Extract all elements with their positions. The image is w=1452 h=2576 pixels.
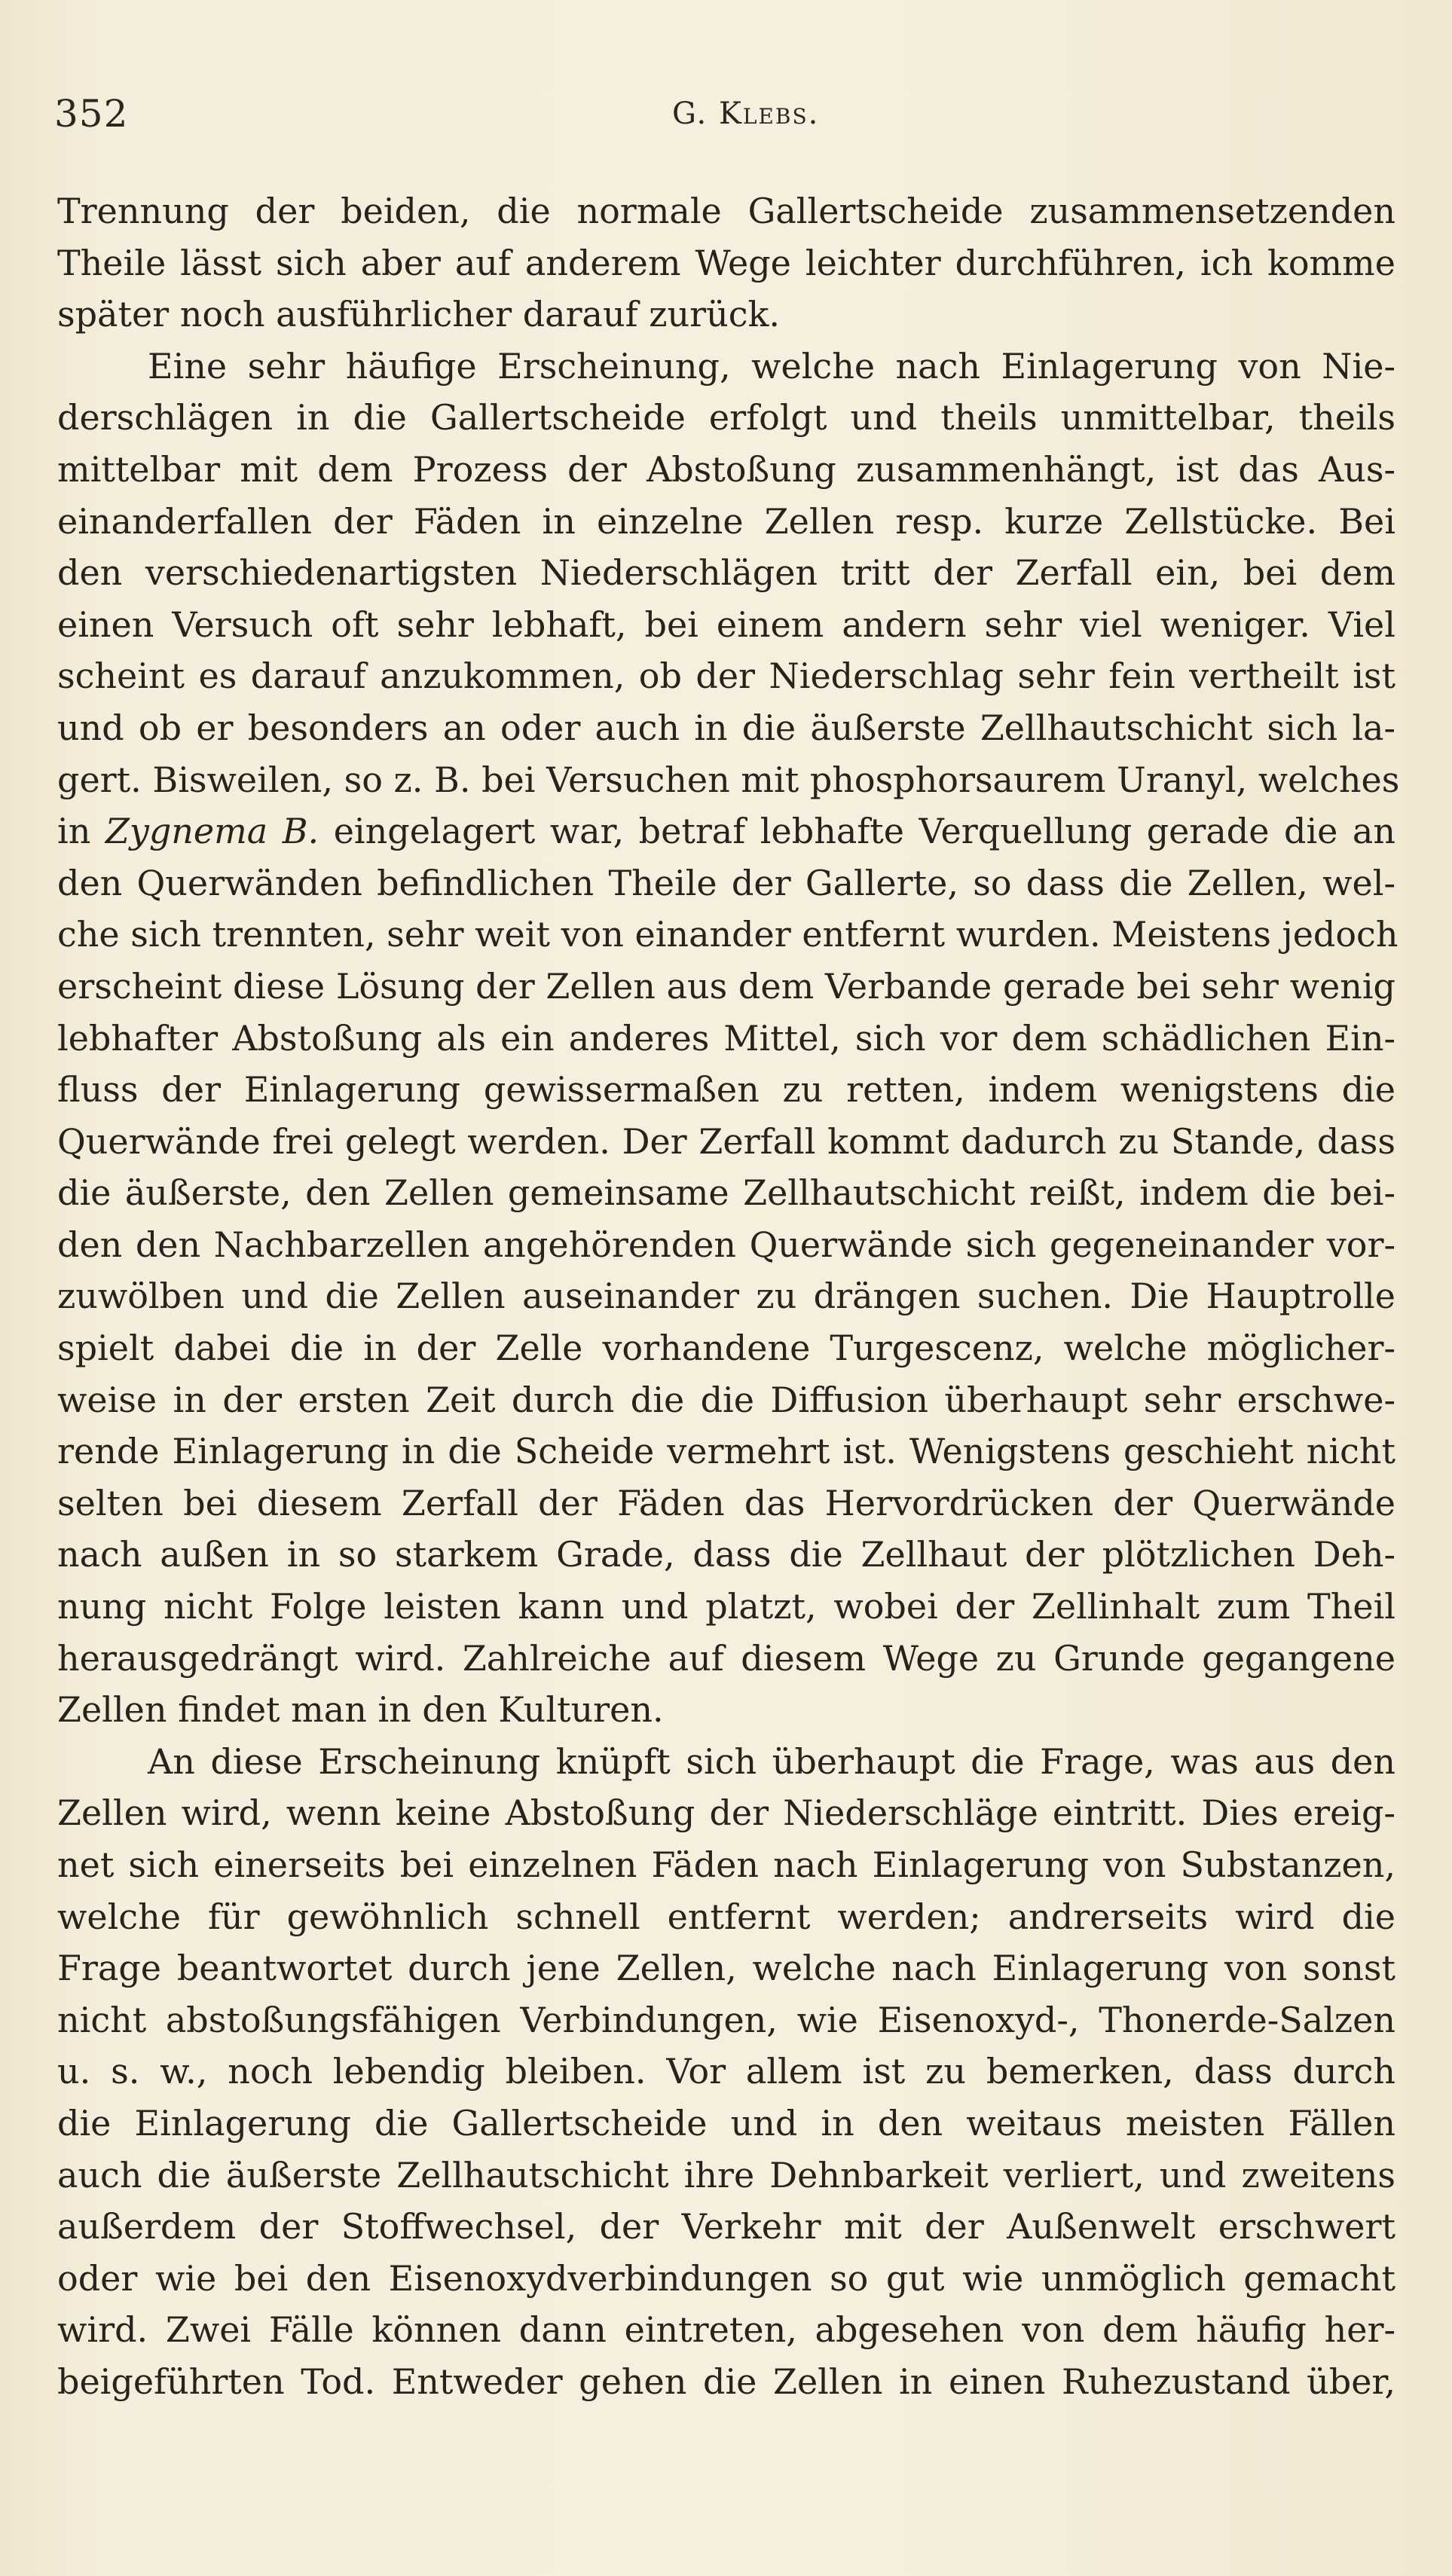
text-line: nach außen in so starkem Grade, dass die Zellhaut der plötzlichen Deh- bbox=[57, 1534, 1395, 1575]
text-line: u. s. w., noch lebendig bleiben. Vor allem ist zu bemerken, dass durch bbox=[57, 2051, 1395, 2092]
text-line: net sich einerseits bei einzelnen Fäden nach Einlagerung von Substanzen, bbox=[57, 1844, 1395, 1885]
text-line: den den Nachbarzellen angehörenden Querwände sich gegeneinander vor- bbox=[57, 1224, 1395, 1265]
text-line: erscheint diese Lösung der Zellen aus dem Verbande gerade bei sehr wenig bbox=[57, 965, 1395, 1007]
text-line: fluss der Einlagerung gewissermaßen zu retten, indem wenigstens die bbox=[57, 1069, 1395, 1111]
text-line: Frage beantwortet durch jene Zellen, welche nach Einlagerung von sonst bbox=[57, 1948, 1395, 1989]
text-line: herausgedrängt wird. Zahlreiche auf diesem Wege zu Grunde gegangene bbox=[57, 1637, 1395, 1679]
text-line: welche für gewöhnlich schnell entfernt werden; andrerseits wird die bbox=[57, 1896, 1395, 1937]
inline-text: in bbox=[57, 811, 105, 852]
text-line: auch die äußerste Zellhautschicht ihre Dehnbarkeit verliert, und zweitens bbox=[57, 2154, 1395, 2196]
text-line: einanderfallen der Fäden in einzelne Zellen resp. kurze Zellstücke. Bei bbox=[57, 500, 1395, 542]
text-line: den verschiedenartigsten Niederschlägen tritt der Zerfall ein, bei dem bbox=[57, 552, 1395, 594]
italic-taxon: Zygnema B. bbox=[105, 811, 319, 852]
body-text bbox=[57, 185, 1400, 2408]
paragraph bbox=[57, 341, 1400, 1736]
running-head: G. Klebs. bbox=[672, 96, 820, 131]
text-line-with-italic bbox=[57, 805, 1395, 857]
paragraph bbox=[57, 1736, 1395, 2408]
text-line: An diese Erscheinung knüpft sich überhaupt die Frage, was aus den bbox=[148, 1740, 1395, 1782]
page-number: 352 bbox=[54, 92, 129, 136]
text-line: Eine sehr häufige Erscheinung, welche nach Einlagerung von Nie- bbox=[148, 345, 1395, 387]
text-line: selten bei diesem Zerfall der Fäden das Hervordrücken der Querwände bbox=[57, 1482, 1395, 1523]
text-line: Querwände frei gelegt werden. Der Zerfall kommt dadurch zu Stande, dass bbox=[57, 1120, 1395, 1162]
text-line: oder wie bei den Eisenoxydverbindungen so gut wie unmöglich gemacht bbox=[57, 2257, 1395, 2299]
paragraph bbox=[57, 185, 1395, 341]
text-line: derschlägen in die Gallertscheide erfolgt und theils unmittelbar, theils bbox=[57, 397, 1395, 439]
text-line: gert. Bisweilen, so z. B. bei Versuchen mit phosphorsaurem Uranyl, welches bbox=[57, 759, 1400, 800]
text-line: den Querwänden befindlichen Theile der Gallerte, so dass die Zellen, wel- bbox=[57, 862, 1395, 903]
text-line: die Einlagerung die Gallertscheide und in den weitaus meisten Fällen bbox=[57, 2102, 1395, 2144]
text-line: Theile lässt sich aber auf anderem Wege leichter durchführen, ich komme bbox=[57, 242, 1395, 283]
text-line: rende Einlagerung in die Scheide vermehrt ist. Wenigstens geschieht nicht bbox=[57, 1431, 1395, 1472]
text-line: nung nicht Folge leisten kann und platzt, wobei der Zellinhalt zum Theil bbox=[57, 1586, 1395, 1627]
text-line: spielt dabei die in der Zelle vorhandene Turgescenz, welche möglicher- bbox=[57, 1328, 1395, 1369]
text-line: zuwölben und die Zellen auseinander zu drängen suchen. Die Hauptrolle bbox=[57, 1276, 1395, 1317]
text-line: lebhafter Abstoßung als ein anderes Mittel, sich vor dem schädlichen Ein- bbox=[57, 1017, 1395, 1059]
text-line: nicht abstoßungsfähigen Verbindungen, wie Eisenoxyd-, Thonerde-Salzen bbox=[57, 1999, 1395, 2040]
text-line: und ob er besonders an oder auch in die äußerste Zellhautschicht sich la- bbox=[57, 707, 1395, 748]
page-header bbox=[54, 92, 1395, 152]
text-line: weise in der ersten Zeit durch die die Diffusion überhaupt sehr erschwe- bbox=[57, 1379, 1395, 1420]
text-line: scheint es darauf anzukommen, ob der Niederschlag sehr fein vertheilt ist bbox=[57, 655, 1395, 697]
text-line: che sich trennten, sehr weit von einander entfernt wurden. Meistens jedoch bbox=[57, 914, 1399, 955]
text-line: beigeführten Tod. Entweder gehen die Zellen in einen Ruhezustand über, bbox=[57, 2361, 1395, 2402]
text-line: einen Versuch oft sehr lebhaft, bei einem andern sehr viel weniger. Viel bbox=[57, 604, 1395, 645]
text-line: Zellen wird, wenn keine Abstoßung der Niederschläge eintritt. Dies ereig- bbox=[57, 1792, 1395, 1834]
text-line: Trennung der beiden, die normale Gallertscheide zusammensetzenden bbox=[57, 191, 1395, 231]
text-line: später noch ausführlicher darauf zurück. bbox=[57, 294, 780, 335]
text-line: außerdem der Stoffwechsel, der Verkehr mit der Außenwelt erschwert bbox=[57, 2206, 1395, 2248]
text-line: Zellen findet man in den Kulturen. bbox=[57, 1689, 664, 1731]
text-line: die äußerste, den Zellen gemeinsame Zellhautschicht reißt, indem die bei- bbox=[57, 1172, 1395, 1214]
text-line: wird. Zwei Fälle können dann eintreten, abgesehen von dem häufig her- bbox=[57, 2309, 1395, 2351]
inline-text: eingelagert war, betraf lebhafte Verquellung gerade die an bbox=[319, 811, 1395, 852]
text-line: mittelbar mit dem Prozess der Abstoßung zusammenhängt, ist das Aus- bbox=[57, 448, 1395, 490]
